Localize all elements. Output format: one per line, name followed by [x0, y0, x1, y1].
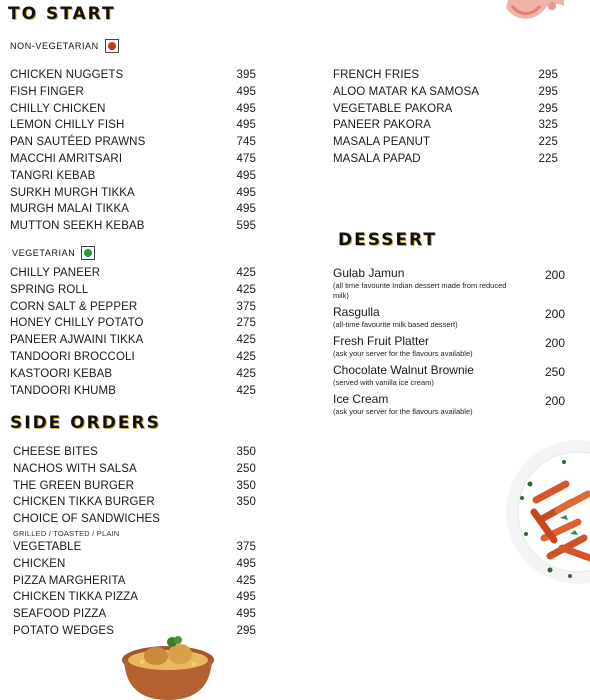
menu-item-name: CORN SALT & PEPPER	[10, 300, 138, 313]
menu-item	[10, 67, 256, 84]
menu-item	[10, 151, 256, 168]
menu-item-name: MACCHI AMRITSARI	[10, 152, 123, 165]
menu-item	[13, 573, 256, 590]
starters-right-list	[333, 67, 558, 168]
dessert-note: (all time favourite Indian dessert made from reduced milk)	[333, 281, 507, 300]
menu-item-price: 425	[236, 367, 256, 380]
menu-item-name: CHICKEN TIKKA PIZZA	[13, 591, 139, 604]
menu-item-name: SURKH MURGH TIKKA	[10, 186, 135, 199]
menu-item-name: PANEER AJWAINI TIKKA	[10, 334, 144, 347]
menu-item-name: FRENCH FRIES	[333, 69, 420, 81]
side-orders-list	[13, 444, 256, 640]
menu-item	[10, 84, 256, 101]
menu-item-name: CHILLY CHICKEN	[10, 102, 106, 115]
menu-item-price: 425	[236, 334, 256, 347]
menu-item	[10, 265, 256, 282]
menu-item-price: 495	[236, 186, 256, 199]
menu-item-price: 325	[538, 119, 558, 132]
dessert-price: 250	[544, 365, 565, 379]
menu-item-price: 275	[236, 317, 256, 330]
menu-item-name: CHICKEN NUGGETS	[10, 69, 124, 81]
menu-item-name: VEGETABLE PAKORA	[333, 102, 453, 115]
dessert-item	[333, 305, 565, 330]
menu-item-price: 495	[236, 608, 256, 621]
menu-item-price: 425	[236, 384, 256, 397]
menu-item	[10, 299, 256, 316]
menu-item-name: TANDOORI BROCCOLI	[10, 350, 135, 363]
sandwich-note: GRILLED / TOASTED / PLAIN	[13, 528, 120, 538]
menu-item-name: CHICKEN	[13, 557, 66, 570]
menu-item-name: SEAFOOD PIZZA	[13, 608, 107, 621]
menu-item-name: SPRING ROLL	[10, 283, 89, 296]
menu-item	[13, 539, 256, 556]
menu-item	[10, 134, 256, 151]
menu-item	[10, 101, 256, 118]
menu-item-name: KASTOORI KEBAB	[10, 367, 113, 380]
menu-item-price: 375	[236, 540, 256, 553]
menu-item-name: MASALA PEANUT	[333, 136, 431, 149]
menu-item-price: 225	[538, 152, 558, 165]
menu-item-price: 350	[236, 446, 256, 458]
dessert-price: 200	[544, 307, 565, 321]
non-veg-symbol-icon	[105, 39, 119, 53]
menu-item	[13, 444, 256, 461]
menu-item-price: 350	[236, 496, 256, 509]
dessert-item	[333, 363, 565, 388]
menu-item-name: THE GREEN BURGER	[13, 479, 135, 492]
menu-item	[333, 151, 558, 168]
menu-item-name: PIZZA MARGHERITA	[13, 574, 126, 587]
menu-item-name: CHICKEN TIKKA BURGER	[13, 496, 155, 509]
vegetarian-label: VEGETARIAN	[12, 248, 76, 258]
menu-item-name: MASALA PAPAD	[333, 152, 421, 165]
menu-item-price: 475	[236, 152, 256, 165]
menu-item	[10, 315, 256, 332]
menu-item-price: 495	[236, 203, 256, 216]
menu-item-price: 495	[236, 591, 256, 604]
menu-item	[10, 366, 256, 383]
menu-item-name: ALOO MATAR KA SAMOSA	[333, 85, 479, 98]
menu-item-name: FISH FINGER	[10, 85, 84, 98]
menu-item	[333, 101, 558, 118]
menu-item-price: 595	[236, 220, 256, 233]
menu-item-price: 495	[236, 169, 256, 182]
menu-item-name: CHEESE BITES	[13, 446, 98, 458]
menu-item	[13, 494, 256, 511]
menu-item	[13, 461, 256, 478]
menu-item-name: TANDOORI KHUMB	[10, 384, 116, 397]
dessert-name: Fresh Fruit Platter	[333, 334, 430, 348]
menu-item	[13, 589, 256, 606]
menu-item-price: 295	[538, 85, 558, 98]
menu-item	[333, 67, 558, 84]
list-item	[13, 511, 256, 528]
menu-item-name: POTATO WEDGES	[13, 624, 114, 637]
menu-item-price: 425	[236, 350, 256, 363]
menu-item	[10, 218, 256, 235]
menu-item	[10, 349, 256, 366]
menu-item-price: 295	[538, 102, 558, 115]
non-vegetarian-label: NON-VEGETARIAN	[10, 41, 99, 51]
menu-item	[10, 282, 256, 299]
dessert-note: (ask your server for the flavours available)	[333, 349, 473, 358]
menu-item	[333, 84, 558, 101]
dessert-price: 200	[544, 336, 565, 350]
menu-item-price: 350	[236, 479, 256, 492]
dessert-list	[333, 266, 565, 421]
menu-item	[10, 201, 256, 218]
menu-item-price: 425	[236, 283, 256, 296]
veg-symbol-icon	[81, 246, 95, 260]
dessert-note: (ask your server for the flavours available)	[333, 407, 473, 416]
veg-starters-list	[10, 265, 256, 399]
dessert-name: Gulab Jamun	[333, 266, 405, 280]
menu-item-price: 495	[236, 119, 256, 132]
menu-item-name: HONEY CHILLY POTATO	[10, 317, 144, 330]
biryani-pot-image	[120, 630, 216, 700]
menu-item	[10, 168, 256, 185]
menu-item-price: 375	[236, 300, 256, 313]
menu-item	[333, 117, 558, 134]
menu-item-price: 425	[236, 574, 256, 587]
menu-item-name: NACHOS WITH SALSA	[13, 462, 137, 475]
menu-item-name: VEGETABLE	[13, 540, 82, 553]
menu-item	[13, 556, 256, 573]
menu-item-name: MUTTON SEEKH KEBAB	[10, 220, 145, 233]
menu-item	[10, 117, 256, 134]
dessert-item	[333, 392, 565, 417]
menu-item-price: 395	[236, 69, 256, 81]
dessert-name: Rasgulla	[333, 305, 380, 319]
menu-item	[10, 383, 256, 400]
dessert-note: (all-time favourite milk based dessert)	[333, 320, 458, 329]
menu-item-name: LEMON CHILLY FISH	[10, 119, 125, 132]
menu-item	[10, 185, 256, 202]
menu-item-price: 295	[538, 69, 558, 81]
dessert-price: 200	[544, 268, 565, 282]
vegetarian-legend	[12, 246, 95, 260]
dessert-note: (served with vanilla ice cream)	[333, 378, 434, 387]
dessert-name: Ice Cream	[333, 392, 389, 406]
menu-item-price: 495	[236, 102, 256, 115]
menu-item-price: 225	[538, 136, 558, 149]
non-veg-starters-list	[10, 67, 256, 235]
dessert-item	[333, 266, 565, 301]
side-orders-title: SIDE ORDERS	[10, 413, 161, 433]
dessert-item	[333, 334, 565, 359]
menu-item-price: 295	[236, 624, 256, 637]
menu-item-price: 495	[236, 85, 256, 98]
menu-item-price: 250	[236, 462, 256, 475]
menu-item-price: 495	[236, 557, 256, 570]
pasta-plate-image	[500, 440, 590, 585]
non-vegetarian-legend	[10, 39, 119, 53]
menu-item	[13, 606, 256, 623]
dessert-title: DESSERT	[338, 230, 437, 250]
menu-item	[333, 134, 558, 151]
menu-item-name: MURGH MALAI TIKKA	[10, 203, 130, 216]
to-start-title: TO START	[8, 4, 116, 24]
menu-item-name: PANEER PAKORA	[333, 119, 432, 132]
menu-item-price: 745	[236, 136, 256, 149]
dessert-name: Chocolate Walnut Brownie	[333, 363, 474, 377]
sandwich-label: CHOICE OF SANDWICHES	[13, 513, 161, 526]
menu-item-name: CHILLY PANEER	[10, 267, 101, 279]
menu-item-price: 425	[236, 267, 256, 279]
menu-item	[13, 478, 256, 495]
dessert-price: 200	[544, 394, 565, 408]
food-decor-image	[500, 0, 566, 22]
menu-item-name: TANGRI KEBAB	[10, 169, 96, 182]
menu-item-name: PAN SAUTÉED PRAWNS	[10, 136, 146, 149]
menu-item	[10, 332, 256, 349]
